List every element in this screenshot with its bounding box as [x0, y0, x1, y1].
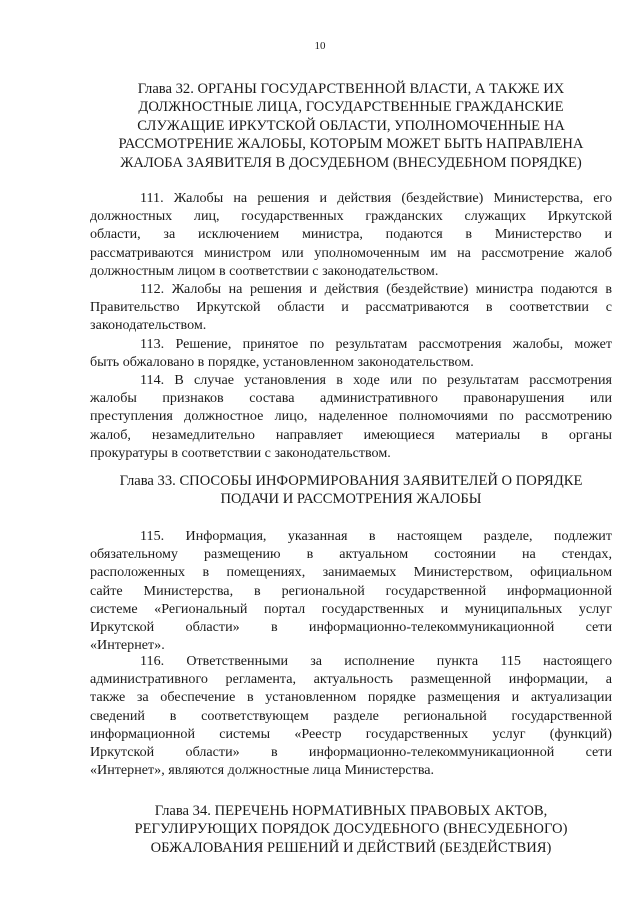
- paragraph-line: Иркутской области» в информационно-телекоммуникационной сети: [90, 743, 612, 760]
- heading-line: Глава 34. ПЕРЕЧЕНЬ НОРМАТИВНЫХ ПРАВОВЫХ АКТОВ,: [154, 803, 548, 819]
- heading-line: Глава 33. СПОСОБЫ ИНФОРМИРОВАНИЯ ЗАЯВИТЕЛЕЙ О ПОРЯДКЕ: [119, 473, 583, 489]
- paragraph-line: Правительство Иркутской области и рассматриваются в соответствии с: [90, 299, 612, 316]
- heading-line: РАССМОТРЕНИЕ ЖАЛОБЫ, КОТОРЫМ МОЖЕТ БЫТЬ НАПРАВЛЕНА: [118, 136, 584, 153]
- paragraph-line: 112. Жалобы на решения и действия (бездействие) министра подаются в: [140, 281, 612, 297]
- chapter-33-heading: [90, 472, 612, 509]
- paragraph-113: [90, 335, 612, 371]
- paragraph-114: [90, 371, 612, 462]
- paragraph-line: должностных лиц, государственных гражданских служащих Иркутской: [90, 208, 612, 225]
- paragraph-line: расположенных в помещениях, занимаемых Министерством, официальном: [90, 564, 612, 581]
- paragraph-line: жалоб, незамедлительно направляет имеющиеся материалы в органы: [90, 426, 612, 443]
- heading-line: ОБЖАЛОВАНИЯ РЕШЕНИЙ И ДЕЙСТВИЙ (БЕЗДЕЙСТВИЯ): [150, 839, 552, 856]
- paragraph-line: также за обеспечение в установленном порядке размещения и актуализации: [90, 689, 612, 706]
- paragraph-line: 114. В случае установления в ходе или по результатам рассмотрения: [140, 372, 612, 388]
- heading-line: РЕГУЛИРУЮЩИХ ПОРЯДОК ДОСУДЕБНОГО (ВНЕСУДЕБНОГО): [134, 821, 568, 838]
- paragraph-line: Иркутской области» в информационно-телекоммуникационной сети: [90, 618, 612, 635]
- paragraph-line: преступления должностное лицо, наделенное полномочиями по рассмотрению: [90, 408, 612, 425]
- paragraph-116: [90, 652, 612, 779]
- paragraph-line: жалобы признаков состава административного правонарушения или: [90, 390, 612, 407]
- heading-line: Глава 32. ОРГАНЫ ГОСУДАРСТВЕННОЙ ВЛАСТИ, А ТАКЖЕ ИХ: [137, 81, 565, 97]
- paragraph-line: прокуратуры в соответствии с законодательством.: [90, 444, 391, 461]
- paragraph-line: рассматриваются министром или уполномоченным им на рассмотрение жалоб: [90, 244, 612, 261]
- paragraph-line: 116. Ответственными за исполнение пункта 115 настоящего: [140, 653, 612, 669]
- paragraph-line: области, за исключением министра, подаются в Министерство и: [90, 226, 612, 243]
- paragraph-line: системе «Региональный портал государственных и муниципальных услуг: [90, 600, 612, 617]
- paragraph-line: административного регламента, актуальность размещенной информации, а: [90, 671, 612, 688]
- paragraph-line: обязательному размещению в актуальном состоянии на стендах,: [90, 546, 612, 563]
- paragraph-line: «Интернет».: [90, 637, 165, 654]
- paragraph-112: [90, 280, 612, 335]
- heading-line: ДОЛЖНОСТНЫЕ ЛИЦА, ГОСУДАРСТВЕННЫЕ ГРАЖДАНСКИЕ: [138, 99, 564, 116]
- paragraph-111: [90, 189, 612, 280]
- paragraph-line: информационной системы «Реестр государственных услуг (функций): [90, 725, 612, 742]
- paragraph-line: быть обжаловано в порядке, установленном законодательством.: [90, 354, 474, 371]
- paragraph-line: сведений в соответствующем разделе региональной государственной: [90, 707, 612, 724]
- paragraph-line: «Интернет», являются должностные лица Министерства.: [90, 762, 435, 779]
- paragraph-line: 115. Информация, указанная в настоящем разделе, подлежит: [140, 528, 612, 544]
- paragraph-line: законодательством.: [90, 317, 207, 334]
- chapter-32-heading: [90, 80, 612, 172]
- chapter-34-heading: [90, 802, 612, 857]
- paragraph-line: 111. Жалобы на решения и действия (бездействие) Министерства, его: [140, 190, 612, 206]
- paragraph-line: сайте Министерства, в региональной государственной информационной: [90, 582, 612, 599]
- page-number: 10: [314, 40, 326, 52]
- heading-line: СЛУЖАЩИЕ ИРКУТСКОЙ ОБЛАСТИ, УПОЛНОМОЧЕННЫЕ НА: [137, 117, 565, 134]
- paragraph-line: должностным лицом в соответствии с законодательством.: [90, 262, 439, 279]
- heading-line: ПОДАЧИ И РАССМОТРЕНИЯ ЖАЛОБЫ: [220, 491, 482, 508]
- paragraph-115: [90, 527, 612, 654]
- heading-line: ЖАЛОБА ЗАЯВИТЕЛЯ В ДОСУДЕБНОМ (ВНЕСУДЕБНОМ ПОРЯДКЕ): [120, 154, 582, 171]
- paragraph-line: 113. Решение, принятое по результатам рассмотрения жалобы, может: [140, 336, 612, 352]
